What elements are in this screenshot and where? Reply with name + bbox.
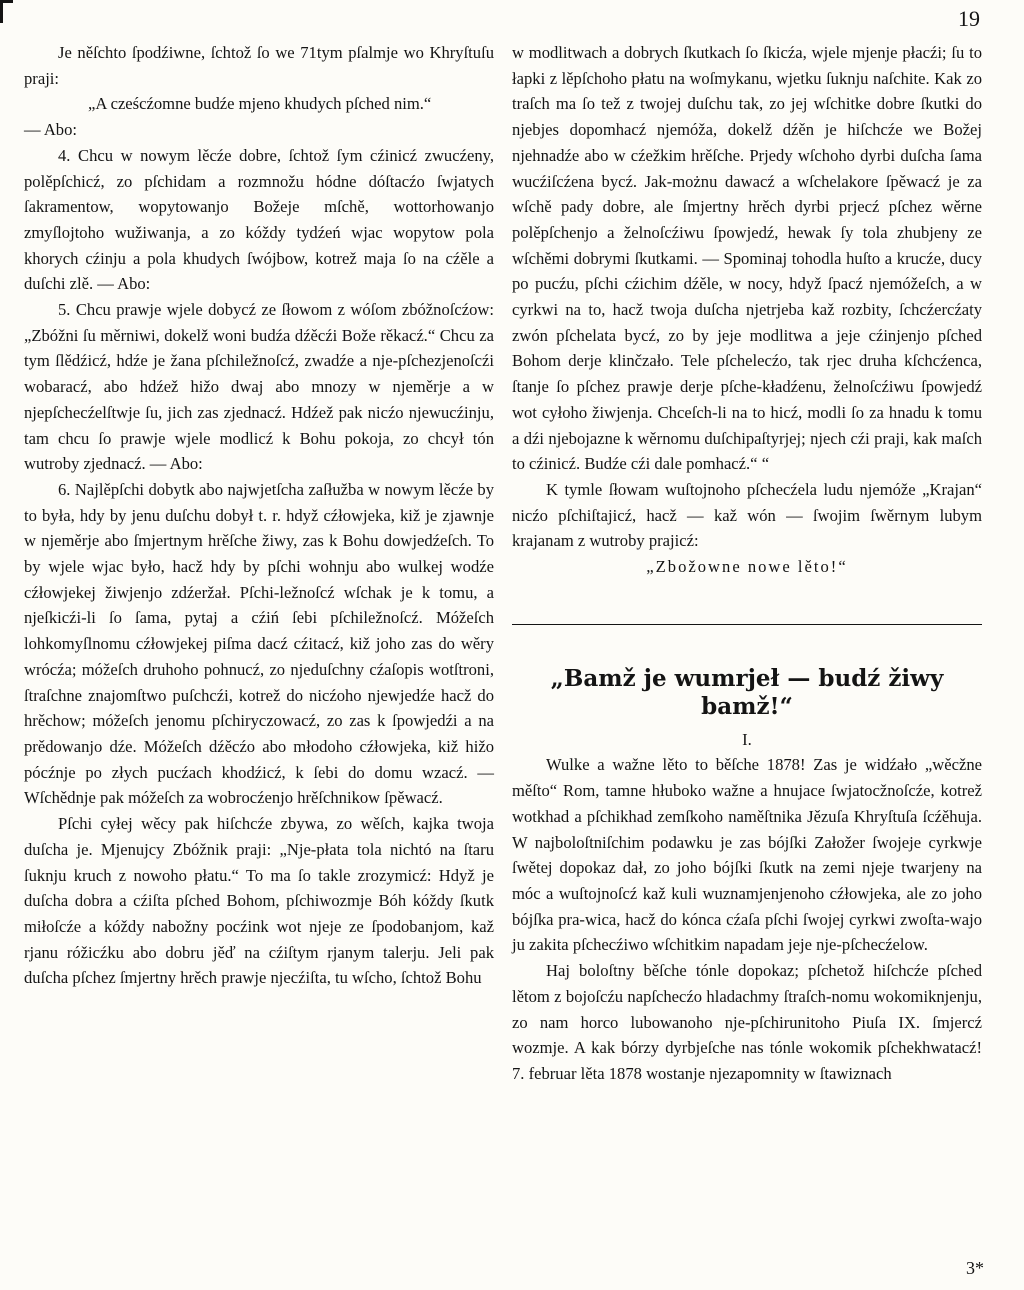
left-column <box>24 40 494 991</box>
paragraph-continuation: w modlitwach a dobrych ſkutkach ſo ſkicźa, wjele mjenje płacźi; ſu to łapki z lěpſchoho płatu na woſmykanu, wjetku ſuknju naſchite. Kak zo traſch ma ſo tež z twojej duſchu tak, zo jej wſchitke dobre ſkutki do njebjes dopomhacź njemóža, dokelž dźěn je hiſchcźe we Božej njehnadźe abo w cźežkim hrěſche. Prjedy wſchoho dyrbi duſcha ſama wucźiſcźena bycź. Jak-możnu dawacź a wſchelakore ſpěwacź je za wſchě pady dobre, ale ſmjertny hrěch dyrbi prjecź pſchez wěrne polěpſchenjo a želnoſcźiwu ſpowjedź, hewak ſy tola zhubjeny ze wſchěmi dobrymi ſkutkami. — Spominaj tohodla huſto a krucźe, ducy po pucźu, pſchi cźichim dźěle, w nocy, hdyž ſpacź njemóžeſch, a w cyrkwi na to, hacž twoja duſcha njetrjeba kaž rozbity, ſchcźercźaty zwón pſchelata bycź, zo by jeje modlitwa a jeje cźinjenjo pſched Bohom derje klinčzało. Tele pſchelecźo, tak rjec druha kſchcźenca, ſtanje ſo pſchez prawje derje pſche-kładźenu, želnoſcźiwu ſpowjedź wot cyłoho žiwjenja. Chceſch-li na to hicź, modli ſo za hnadu k tomu a dźi njebojazne k wěrnomu duſchipaſtyrjej; njech cźi praji, kak maſch to cźinicź. Budźe cźi dale pomhacź.“ “ <box>512 43 982 474</box>
corner-crop-mark <box>0 0 13 23</box>
paragraph-1878: Wulke a wažne lěto to běſche 1878! Zas je widźało „wěcžne měſto“ Rom, tamne hłuboko wažne a hnujace ſwjatocžnoſcźe, kotrež wotkhad a pſchikhad zemſkoho naměſtnika Jězuſa Khryſtuſa ſcźěhuja. W najboloſtniſchim podawku je zas bójſki Załožer ſwojeje cyrkwje ſwětej dopokaz dał, zo joho bójſki ſkutk na zemi njeje twarjeny na móc a wuſtojnoſcź kaž kuli wuznamjenjenoho cźłowjeka, ale zo joho bójſka pra-wica, hacž do kónca cźaſa pſchi ſwojej cyrkwi zwoſta-wajo ju zakita pſchecźiwo wſchitkim napadam jeje nje-pſchecźelow. <box>512 755 982 955</box>
article-headline: „Bamž je wumrjeł — budź žiwy bamž!“ <box>550 664 944 720</box>
paragraph-point-6: 6. Najlěpſchi dobytk abo najwjetſcha zaſłužba w nowym lěcźe by to była, hdy by jenu duſchu dobył t. r. hdyž cźłowjeka, kiž je zjawnje w njeměrje abo ſmjertnym hrěſche žiwy, zas k Bohu dowjedźeſch. To by wjele wjac było, hacž hdy by pſchi wohnju abo wulkej wodźe cźłowjekej žiwjenjo zdźeržał. Pſchi-ležnoſcź wſchak je k tomu, a njeſkicźi-li ſo ſama, pytaj a cźiń ſebi pſchiležnoſcź. Móžeſch lohkomyſlnomu cźłowjekej piſma dacź cźitacź, kiž joho zas do wěry wrócźa; móžeſch druhoho pohnucź, zo njeduſchny cźaſopis wotſtroni, ſtraſchne znajomſtwo puſchcźi, kotrež do nicźoho njewjedźe hacž do hrěchow; móžeſch jenomu pſchiryczowacź, zo zas k ſpowjedźi a na prědowanjo dźe. Móžeſch dźěcźo abo młodoho cźłowjeka, kiž hižo pócźnje po złych pucźach khodźicź, k ſebi do domu wzacź. — Wſchědnje pak móžeſch za wobrocźenjo hrěſchnikow ſpěwacź. <box>24 479 494 808</box>
paragraph-abo: — Abo: <box>24 120 78 140</box>
right-column <box>512 40 982 1087</box>
paragraph-quote: „A cześcźomne budźe mjeno khudych pſched nim.“ <box>88 94 432 114</box>
paragraph-point-4: 4. Chcu w nowym lěcźe dobre, ſchtož ſym cźinicź zwucźeny, polěpſchicź, zo pſchidam a rozmnožu hódne dóſtacźo ſwjatych ſakramentow, wopytowanjo Božeje mſchě, wottorhowanjo zmyſlojtoho wužiwanja, a zo kóždy tydźeń wjac wopytow pola khorych cźinju a pola khudych ſwójbow, kotrež maja ſo na cźěle a duſchi zlě. — Abo: <box>24 145 494 294</box>
page-number: 19 <box>958 6 980 31</box>
paragraph-soul: Pſchi cyłej wěcy pak hiſchcźe zbywa, zo wěſch, kajka twoja duſcha je. Mjenujcy Zbóžnik praji: „Nje-płata tola nichtó na ſtaru ſuknju kruch z nowoho płatu.“ To ma ſo takle zrozymicź: Hdyž je duſcha dobra a cźiſta pſched Bohom, pſchiwozmje Bóh kóždy ſkutk miłoſcźe a kóždy nabožny pocźink wot njeje ze ſpodobanjom, kaž rjanu róžicźku abo dobru jěď na cźiſtym rjanym talerju. Jeli pak duſcha pſchez ſmjertny hrěch prawje njecźiſta, tu wſcho, ſchtož Bohu <box>24 814 494 988</box>
paragraph-point-5: 5. Chcu prawje wjele dobycź ze ſłowom z wóſom zbóžnoſcźow: „Zbóžni ſu měrniwi, dokelž woni budźa dźěcźi Bože rěkacź.“ Chcu za tym ſlědźicź, hdźe je žana pſchiležnoſcź, zwadźe a nje-pſchezjenoſcźi wobaracź, abo hdźež hižo dwaj abo mnozy w njeměrje a w njepſchecźelſtwje ſu, jich zas zjednacź. Hdźež pak nicźo njewucźinju, tam chcu ſo prawje wjele modlicź k Bohu pokoja, zo chcył tón wutroby zjednacź. — Abo: <box>24 300 494 474</box>
signature-mark: 3* <box>966 1258 984 1278</box>
new-year-wish: „Zbožowne nowe lěto!“ <box>646 557 848 577</box>
paragraph-pius: Haj boloſtny běſche tónle dopokaz; pſchetož hiſchcźe pſched lětom z bojoſcźu napſchecźo hladachmy ſtraſch-nomu wokomiknjenju, zo nam horco lubowanoho nje-pſchirunitoho Piuſa IX. ſmjercź wozmje. A kak bórzy dyrbjeſche nas tónle wokomik pſchekhwatacź! 7. februar lěta 1878 wostanje njezapomnity w ſtawiznach <box>512 961 982 1083</box>
paragraph-intro: Je něſchto ſpodźiwne, ſchtož ſo we 71tym pſalmje wo Khryſtuſu praji: <box>24 43 494 88</box>
section-number: I. <box>742 729 752 749</box>
paragraph-krajan: K tymle ſłowam wuſtojnoho pſchecźela ludu njemóže „Krajan“ nicźo pſchiſtajicź, hacž — kaž wón — ſwojim ſwěrnym lubym krajanam z wutroby prajicź: <box>512 479 982 551</box>
section-divider <box>512 624 982 625</box>
